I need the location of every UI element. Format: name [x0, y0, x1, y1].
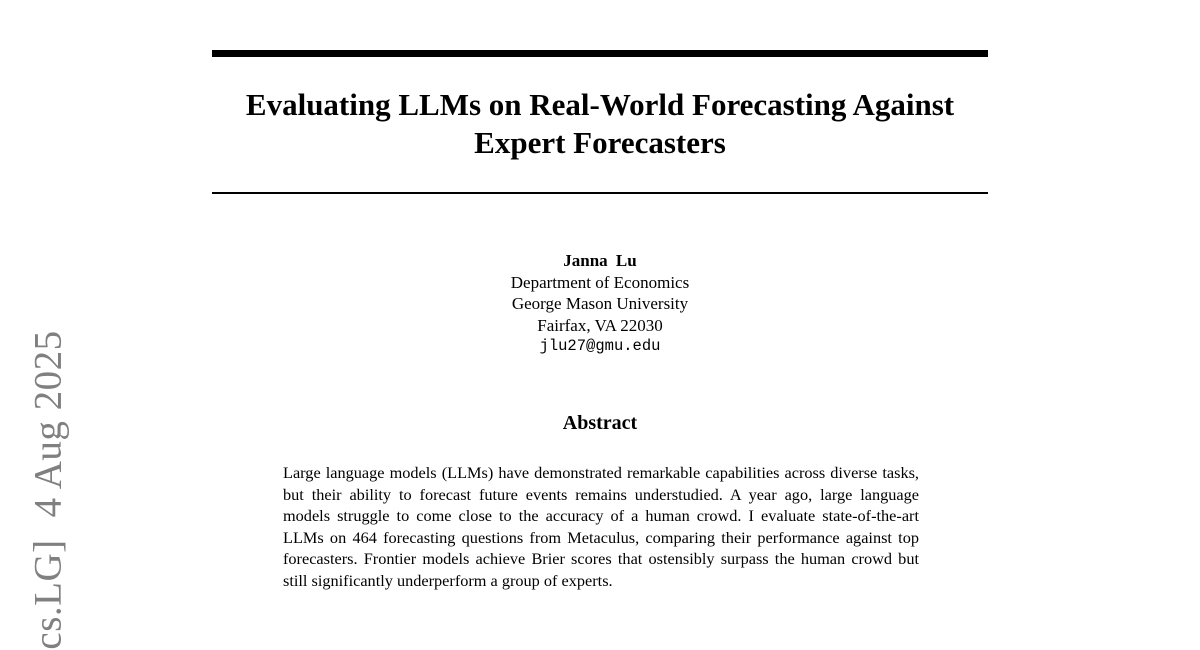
author-department: Department of Economics: [510, 272, 690, 292]
author-email[interactable]: jlu27@gmu.edu: [539, 337, 661, 355]
abstract-heading: Abstract: [562, 412, 638, 434]
author-address: Fairfax, VA 22030: [537, 315, 663, 335]
abstract-text: Large language models (LLMs) have demonstrated remarkable capabilities across diverse tasks, but their ability to forecast future events remains understudied. A year ago, large language models struggle to come close to the accuracy of a human crowd. I evaluate state-of-the-art LLMs on 464 forecasting questions from Metaculus, comparing their performance against top forecasters. Frontier models achieve Brier scores that ostensibly surpass the human crowd but still significantly underperform a group of experts.: [283, 463, 919, 590]
title-bottom-rule: [212, 192, 988, 194]
arxiv-category: cs.LG]: [26, 539, 70, 650]
arxiv-stamp: [26, 330, 71, 649]
top-rule: [212, 50, 988, 57]
arxiv-date: 4 Aug 2025: [26, 330, 70, 518]
author-name: Janna Lu: [563, 251, 637, 270]
author-university: George Mason University: [511, 294, 689, 313]
paper-title: Evaluating LLMs on Real-World Forecasting Against Expert Forecasters: [245, 87, 955, 160]
author-block: [400, 250, 800, 358]
